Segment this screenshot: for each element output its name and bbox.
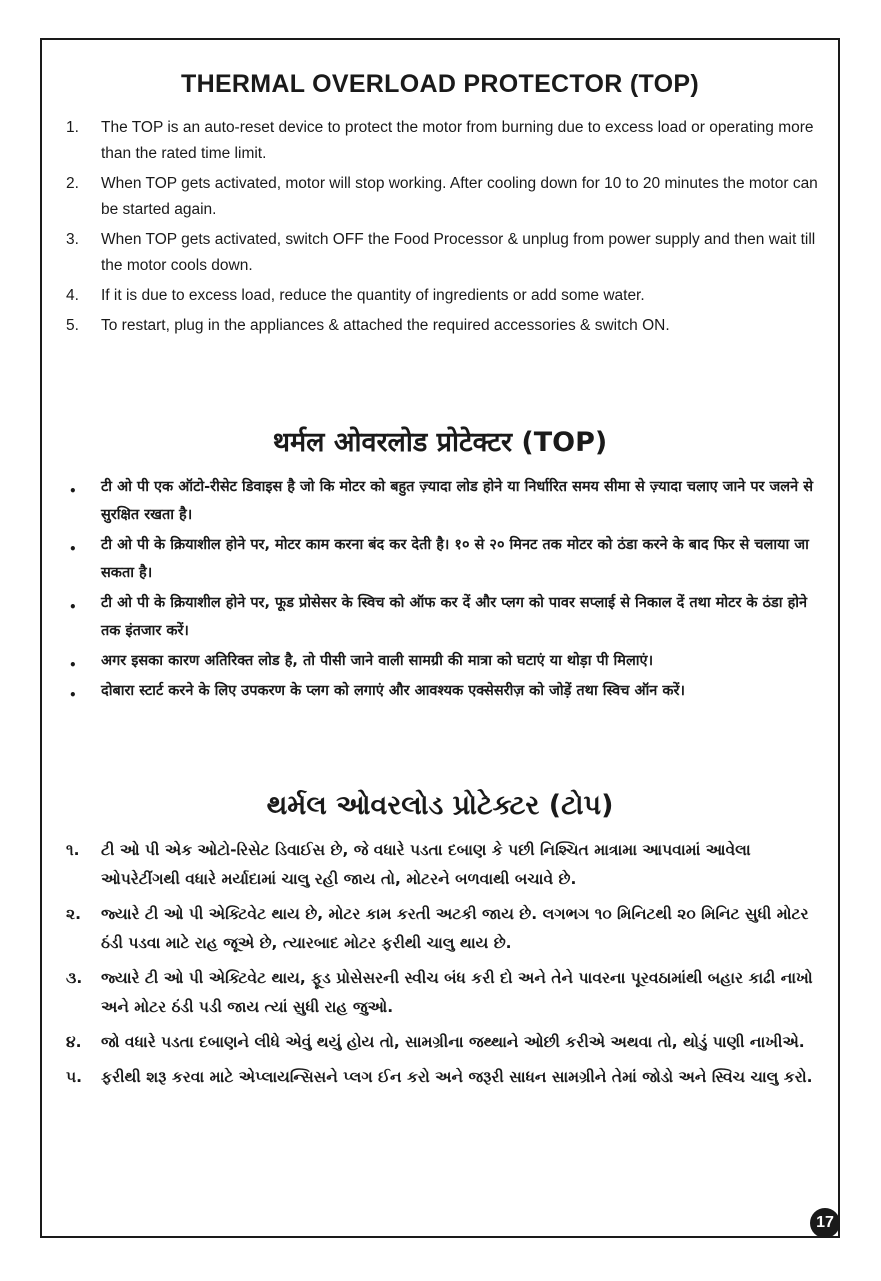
english-list (42, 115, 838, 339)
item-number: 3. (66, 231, 79, 248)
list-item (42, 589, 838, 645)
english-title: THERMAL OVERLOAD PROTECTOR (TOP) (181, 70, 699, 98)
item-text: टी ओ पी के क्रियाशील होने पर, मोटर काम करना बंद कर देती है। १० से २० मिनट तक मोटर को ठंडा करने के बाद फिर से चलाया जा सकता है। (101, 537, 809, 581)
hindi-list (42, 473, 838, 705)
item-number: ૧. (66, 841, 80, 859)
list-item (42, 473, 838, 529)
item-text: જો વધારે પડતા દબાણને લીધે એવું થયું હોય તો, સામગ્રીના જથ્થાને ઓછી કરીએ અથવા તો, થોડું પાણી નાખીએ. (101, 1033, 805, 1051)
page-frame (40, 38, 840, 1238)
item-text: When TOP gets activated, motor will stop working. After cooling down for 10 to 20 minutes the motor can be started again. (101, 175, 818, 218)
list-item (42, 115, 838, 167)
item-text: જ્યારે ટી ઓ પી એક્ટિવેટ થાય છે, મોટર કામ કરતી અટકી જાય છે. લગભગ ૧૦ મિનિટથી ૨૦ મિનિટ સુધી મોટર ઠંડી પડવા માટે રાહ જૂએ છે, ત્યારબાદ મોટર ફરીથી ચાલુ થાય છે. (101, 905, 809, 952)
list-item (42, 1028, 838, 1057)
item-text: To restart, plug in the appliances & attached the required accessories & switch ON. (101, 317, 670, 334)
bullet: • (69, 542, 77, 556)
item-number: ૫. (66, 1068, 83, 1086)
hindi-title: थर्मल ओवरलोड प्रोटेक्टर (TOP) (272, 427, 608, 458)
item-text: The TOP is an auto-reset device to protect the motor from burning due to excess load or operating more than the rated time limit. (101, 119, 814, 162)
bullet: • (69, 658, 77, 672)
hindi-section (42, 422, 838, 707)
item-text: જ્યારે ટી ઓ પી એક્ટિવેટ થાય, ફૂડ પ્રોસેસરની સ્વીચ બંધ કરી દો અને તેને પાવરના પૂરવઠામાંથી બહાર કાઢી નાખો અને મોટર ઠંડી પડી જાય ત્યાં સુધી રાહ જુઓ. (101, 969, 813, 1016)
page-number-badge: 17 (810, 1208, 840, 1238)
list-item (42, 283, 838, 309)
list-item (42, 171, 838, 223)
item-text: ફરીથી શરૂ કરવા માટે એપ્લાયન્સિસને પ્લગ ઈન કરો અને જરૂરી સાધન સામગ્રીને તેમાં જોડો અને સ્વિચ ચાલુ કરો. (101, 1068, 813, 1086)
item-number: ૪. (66, 1033, 82, 1051)
list-item (42, 1063, 838, 1092)
item-number: 1. (66, 119, 79, 136)
list-item (42, 836, 838, 894)
bullet: • (69, 484, 77, 498)
item-text: If it is due to excess load, reduce the quantity of ingredients or add some water. (101, 287, 645, 304)
gujarati-section (42, 790, 838, 1098)
item-number: ૨. (66, 905, 81, 923)
gujarati-list (42, 836, 838, 1092)
list-item (42, 227, 838, 279)
bullet: • (69, 600, 77, 614)
gujarati-title: થર્મલ ઓવરલોડ પ્રોટેક્ટર (ટોપ) (266, 790, 614, 821)
list-item (42, 647, 838, 675)
bullet: • (69, 688, 77, 702)
item-text: टी ओ पी एक ऑटो-रीसेट डिवाइस है जो कि मोटर को बहुत ज़्यादा लोड होने या निर्धारित समय सीमा से ज़्यादा चलाए जाने पर जलने से सुरक्षित रखता है। (101, 479, 814, 523)
item-text: अगर इसका कारण अतिरिक्त लोड है, तो पीसी जाने वाली सामग्री की मात्रा को घटाएं या थोड़ा पी मिलाएं। (101, 653, 654, 669)
item-text: दोबारा स्टार्ट करने के लिए उपकरण के प्लग को लगाएं और आवश्यक एक्सेसरीज़ को जोड़ें तथा स्विच ऑन करें। (101, 683, 685, 699)
item-number: 2. (66, 175, 79, 192)
item-text: ટી ઓ પી એક ઓટો-રિસેટ ડિવાઈસ છે, જે વધારે પડતા દબાણ કે પછી નિશ્ચિત માત્રામા આપવામાં આવેલા ઓપરેટીંગથી વધારે મર્યાદામાં ચાલુ રહી જાય તો, મોટરને બળવાથી બચાવે છે. (101, 841, 751, 888)
list-item (42, 531, 838, 587)
list-item (42, 900, 838, 958)
list-item (42, 313, 838, 339)
list-item (42, 677, 838, 705)
item-number: ૩. (66, 969, 83, 987)
item-number: 5. (66, 317, 79, 334)
item-text: When TOP gets activated, switch OFF the Food Processor & unplug from power supply and then wait till the motor cools down. (101, 231, 816, 274)
item-number: 4. (66, 287, 79, 304)
english-section (42, 70, 838, 343)
item-text: टी ओ पी के क्रियाशील होने पर, फूड प्रोसेसर के स्विच को ऑफ कर दें और प्लग को पावर सप्लाई से निकाल दें तथा मोटर के ठंडा होने तक इंतजार करें। (101, 595, 808, 639)
list-item (42, 964, 838, 1022)
